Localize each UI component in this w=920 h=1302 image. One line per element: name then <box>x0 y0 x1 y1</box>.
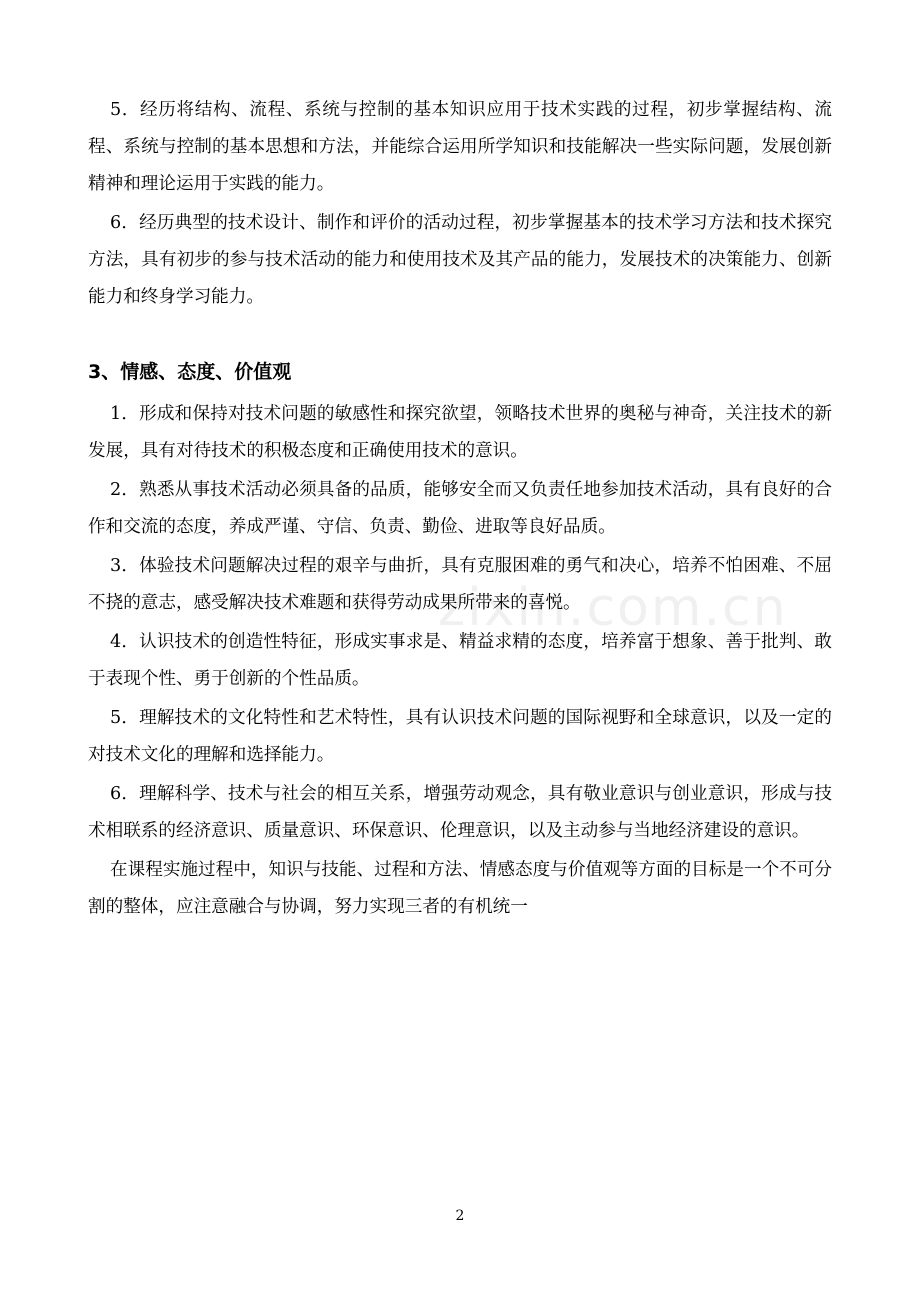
paragraph-attitude-5: 5．理解技术的文化特性和艺术特性，具有认识技术问题的国际视野和全球意识，以及一定的对技术文化的理解和选择能力。 <box>88 708 832 765</box>
section-heading: 3、情感、态度、价值观 <box>88 361 292 383</box>
watermark-text: zixin.com.cn <box>438 578 788 638</box>
paragraph-goal-5: 5．经历将结构、流程、系统与控制的基本知识应用于技术实践的过程，初步掌握结构、流程、系统与控制的基本思想和方法，并能综合运用所学知识和技能解决一些实际问题，发展创新精神和理论运用于实践的能力。 <box>88 100 832 194</box>
paragraph-goal-6: 6．经历典型的技术设计、制作和评价的活动过程，初步掌握基本的技术学习方法和技术探究方法，具有初步的参与技术活动的能力和使用技术及其产品的能力，发展技术的决策能力、创新能力和终身学习能力。 <box>88 213 832 307</box>
page-number: 2 <box>455 1208 465 1224</box>
paragraph-attitude-6: 6．理解科学、技术与社会的相互关系，增强劳动观念，具有敬业意识与创业意识，形成与技术相联系的经济意识、质量意识、环保意识、伦理意识，以及主动参与当地经济建设的意识。 <box>88 784 832 841</box>
paragraph-attitude-4: 4．认识技术的创造性特征，形成实事求是、精益求精的态度，培养富于想象、善于批判、敢于表现个性、勇于创新的个性品质。 <box>88 632 832 689</box>
page-content <box>88 92 832 928</box>
paragraph-attitude-3: 3．体验技术问题解决过程的艰辛与曲折，具有克服困难的勇气和决心，培养不怕困难、不屈不挠的意志，感受解决技术难题和获得劳动成果所带来的喜悦。 <box>88 556 832 613</box>
paragraph-summary: 在课程实施过程中，知识与技能、过程和方法、情感态度与价值观等方面的目标是一个不可分割的整体，应注意融合与协调，努力实现三者的有机统一 <box>88 860 832 917</box>
paragraph-attitude-1: 1．形成和保持对技术问题的敏感性和探究欲望，领略技术世界的奥秘与神奇，关注技术的新发展，具有对待技术的积极态度和正确使用技术的意识。 <box>88 404 832 461</box>
paragraph-attitude-2: 2．熟悉从事技术活动必须具备的品质，能够安全而又负责任地参加技术活动，具有良好的合作和交流的态度，养成严谨、守信、负责、勤俭、进取等良好品质。 <box>88 480 832 537</box>
